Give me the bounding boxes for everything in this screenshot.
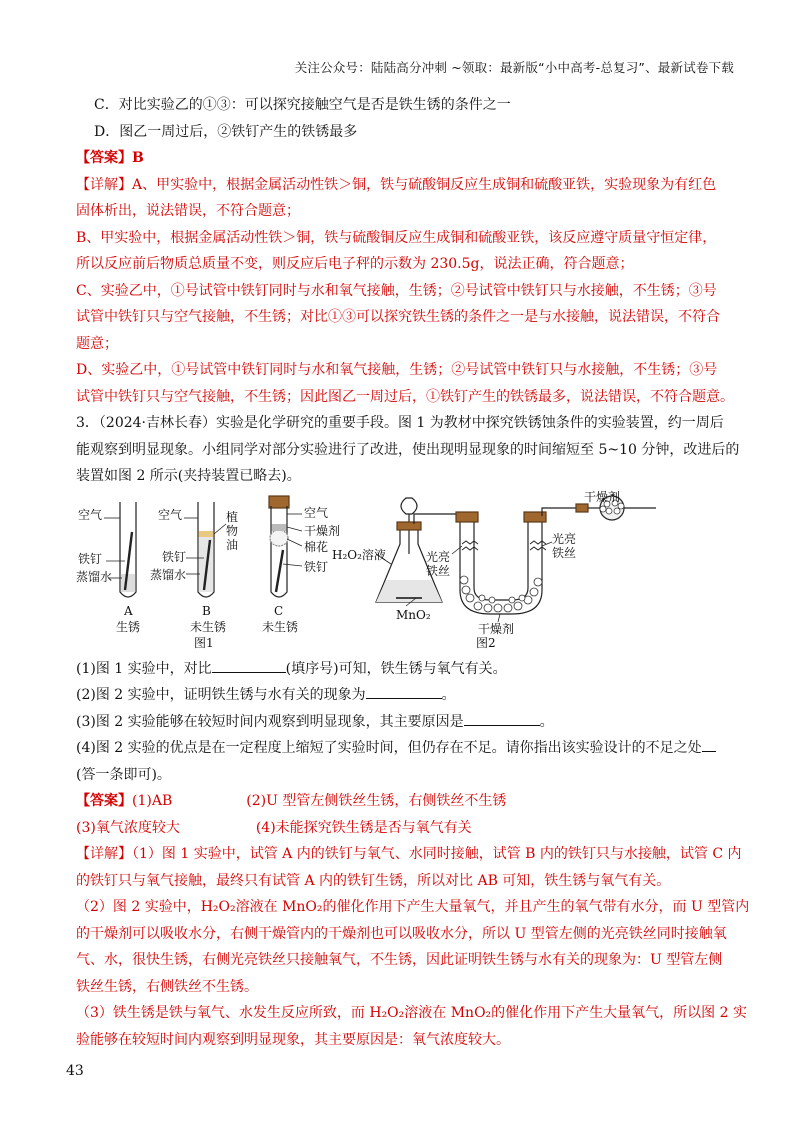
detail-1-line: 题意； (76, 335, 118, 352)
u-stopper-left (456, 512, 478, 522)
detail-1-line: B、甲实验中，根据金属活动性铁＞铜，铁与硫酸铜反应生成铜和硫酸亚铁，该反应遵守质量守恒定律， (76, 229, 717, 246)
water-a (121, 574, 136, 592)
sub-question-4: (4)图 2 实验的优点是在一定程度上缩短了实验时间，但仍存在不足。请你指出该实验设计的不足之处 (76, 735, 736, 762)
page-header: 关注公众号：陆陆高分冲刺 ~领取：最新版“小中高考-总复习”、最新试卷下载 (294, 60, 734, 75)
label-wire-left: 光亮铁丝 (426, 549, 451, 578)
u-stopper-right (524, 512, 546, 522)
label-u-desiccant: 干燥剂 (478, 621, 515, 636)
sub-question-2: (2)图 2 实验中，证明铁生锈与水有关的现象为 。 (76, 682, 736, 709)
option-d: D．图乙一周过后，②铁钉产生的铁锈最多 (94, 123, 358, 140)
detail-1-line: 固体析出，说法错误，不符合题意； (76, 203, 300, 219)
label-b-water: 蒸馏水 (150, 567, 187, 582)
answer-3-row-2: (3)氧气浓度较大 (4)未能探究铁生锈是否与氧气有关 (76, 819, 472, 836)
detail-3-line: 的铁钉只与氧气接触，最终只有试管 A 内的铁钉生锈，所以对比 AB 可知，铁生锈与氧气有关。 (76, 872, 671, 889)
label-c-cotton: 棉花 (304, 539, 329, 554)
flask-stopper (397, 522, 421, 530)
label-b-letter: B (202, 603, 211, 618)
detail-1-line: C、实验乙中，①号试管中铁钉同时与水和氧气接触，生锈；②号试管中铁钉只与水接触，不生锈；③号 (76, 282, 717, 299)
answer-blank (464, 711, 540, 726)
page-number: 43 (66, 1063, 84, 1079)
detail-1-line: 所以反应前后物质总质量不变，则反应后电子秤的示数为 230.5g，说法正确，符合题意； (76, 256, 634, 272)
label-c-desiccant: 干燥剂 (304, 523, 341, 538)
label-a-air: 空气 (78, 507, 103, 522)
detail-3-line: 【详解】（1）图 1 实验中，试管 A 内的铁钉与氧气、水同时接触，试管 B 内的铁钉只与水接触，试管 C 内 (76, 846, 742, 862)
detail-3-line: 气、水，很快生锈，右侧光亮铁丝只接触氧气，不生锈，因此证明铁生锈与水有关的现象为：U 型管左侧 (76, 952, 723, 968)
u-tube-desiccant (460, 576, 542, 612)
option-c: C．对比实验乙的①③：可以探究接触空气是否是铁生锈的条件之一 (94, 97, 511, 113)
label-b-oil: 植物油 (226, 509, 239, 552)
question-3-line: 装置如图 2 所示(夹持装置已略去)。 (76, 468, 301, 484)
detail-1-line: 试管中铁钉只与空气接触，不生锈；对比①③可以探究铁生锈的条件之一是与水接触，说法错误，不符合 (76, 309, 720, 325)
answer-1: 【答案】B (76, 150, 144, 166)
apparatus-figure (76, 489, 736, 654)
test-tube-c (271, 506, 287, 597)
label-tube-desiccant: 干燥剂 (584, 489, 621, 504)
sub-question-3: (3)图 2 实验能够在较短时间内观察到明显现象，其主要原因是 。 (76, 709, 736, 736)
nail-c (276, 550, 283, 592)
document-body (76, 92, 750, 1053)
answer-3-row-1: 【答案】(1)AB (2)U 型管左侧铁丝生锈，右侧铁丝不生锈 (76, 793, 507, 809)
label-c-air: 空气 (304, 505, 329, 520)
label-b-air: 空气 (158, 507, 183, 522)
stopper-c (269, 496, 289, 508)
question-3-line: 能观察到明显现象。小组同学对部分实验进行了改进，使出现明显现象的时间缩短至 5~10 分钟，改进后的 (76, 441, 740, 458)
label-a-state: 生锈 (116, 619, 141, 634)
oil-layer-b (199, 531, 214, 537)
label-a-water: 蒸馏水 (76, 569, 113, 584)
figure-2-caption: 图2 (476, 635, 496, 650)
desiccant-c (272, 524, 287, 531)
detail-3-line: 验能够在较短时间内观察到明显现象，其主要原因是：氧气浓度较大。 (76, 1031, 510, 1048)
label-a-letter: A (124, 603, 133, 618)
label-c-nail: 铁钉 (304, 559, 329, 574)
label-mno2: MnO₂ (396, 607, 431, 622)
detail-3-line: 铁丝生锈，右侧铁丝不生锈。 (76, 978, 258, 995)
detail-3-line: （2）图 2 实验中，H₂O₂溶液在 MnO₂的催化作用下产生大量氧气，并且产生的氧气带有水分，而 U 型管内 (76, 899, 750, 915)
question-3-line: 3．（2024·吉林长春）实验是化学研究的重要手段。图 1 为教材中探究铁锈蚀条件的实验装置，约一周后 (76, 415, 724, 431)
figure-1-caption: 图1 (194, 635, 214, 650)
answer-blank (366, 684, 442, 699)
label-c-state: 未生锈 (262, 619, 299, 634)
detail-1-line: 【详解】A、甲实验中，根据金属活动性铁＞铜，铁与硫酸铜反应生成铜和硫酸亚铁，实验现象为有红色 (76, 176, 717, 193)
detail-1-line: 试管中铁钉只与空气接触，不生锈；因此图乙一周过后，①铁钉产生的铁锈最多，说法错误，不符合题意。 (76, 388, 734, 405)
label-b-nail: 铁钉 (162, 549, 187, 564)
label-h2o2: H₂O₂溶液 (332, 547, 386, 562)
label-wire-right: 光亮铁丝 (552, 531, 577, 560)
answer-blank (212, 658, 286, 673)
label-b-state: 未生锈 (190, 619, 227, 634)
detail-1-line: D、实验乙中，①号试管中铁钉同时与水和氧气接触，生锈；②号试管中铁钉只与水接触，不生锈；③号 (76, 362, 718, 378)
detail-3-line: （3）铁生锈是铁与氧气、水发生反应所致，而 H₂O₂溶液在 MnO₂的催化作用下产生大量氧气，所以图 2 实 (76, 1005, 747, 1021)
sub-question-4-note: (答一条即可)。 (76, 766, 171, 783)
cotton-c (270, 530, 288, 546)
label-a-nail: 铁钉 (78, 551, 103, 566)
separatory-funnel (401, 498, 417, 514)
answer-blank (702, 737, 716, 752)
sub-question-1: (1)图 1 实验中，对比 (填序号)可知，铁生锈与氧气有关。 (76, 656, 736, 683)
label-c-letter: C (274, 603, 284, 618)
detail-3-line: 的干燥剂可以吸收水分，右侧干燥管内的干燥剂也可以吸收水分，所以 U 型管左侧的光亮铁丝同时接触氧 (76, 925, 727, 942)
iron-wire-left (462, 541, 478, 550)
